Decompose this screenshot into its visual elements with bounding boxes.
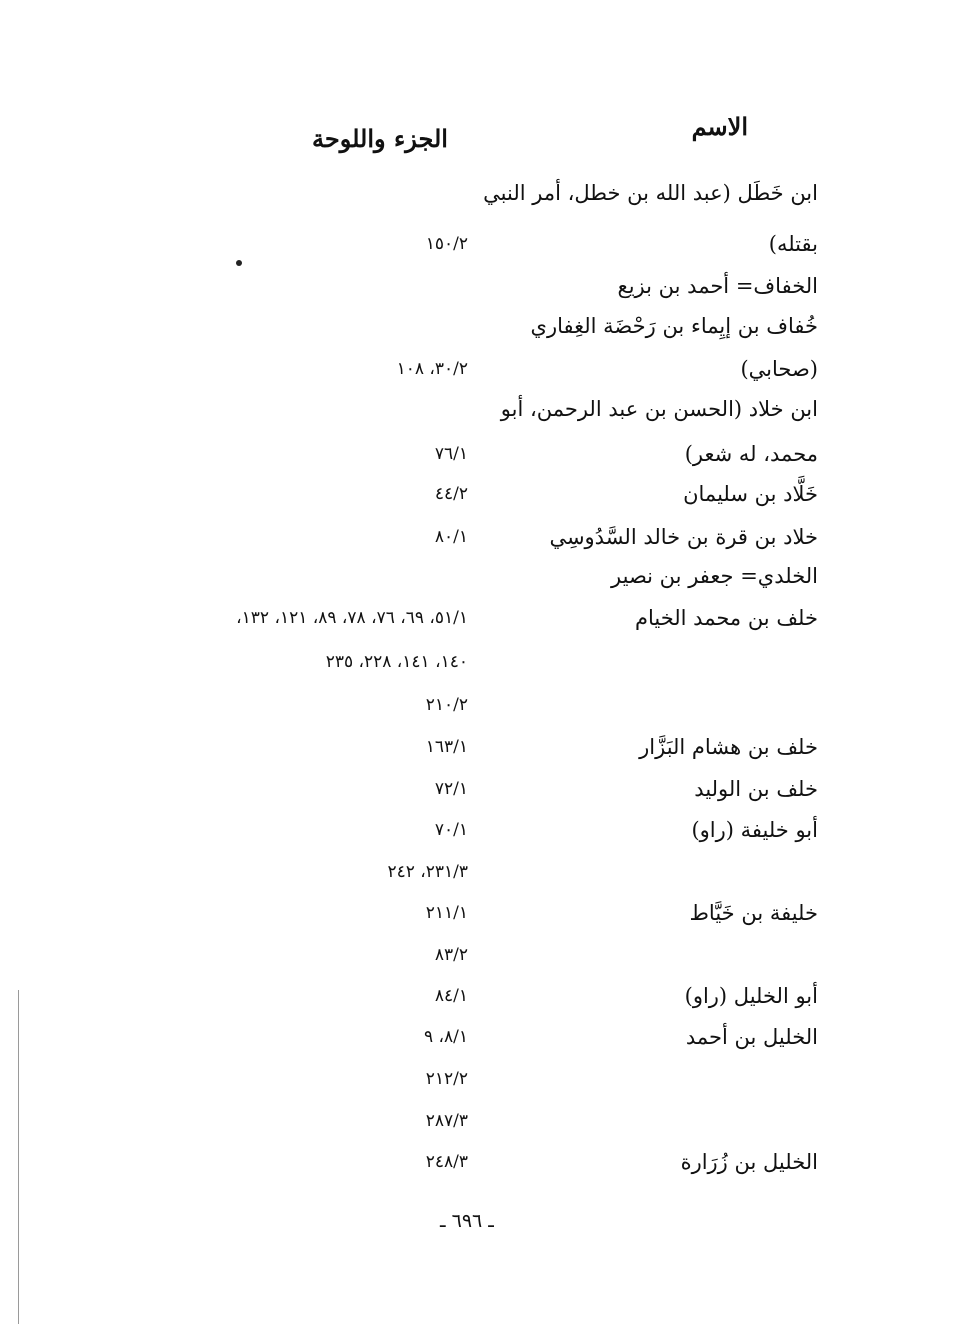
entry-reference: ٣٠/٢، ١٠٨: [396, 359, 468, 379]
index-row: [0, 684, 968, 726]
index-row: [0, 934, 968, 976]
index-row: [0, 433, 968, 475]
index-row: [0, 265, 968, 307]
index-row: [0, 305, 968, 347]
entry-reference: ٤٤/٢: [434, 484, 468, 504]
entry-reference: ٨٠/١: [434, 527, 468, 547]
index-row: [0, 892, 968, 934]
index-row: [0, 348, 968, 390]
index-row: [0, 768, 968, 810]
entry-name: أبو خليفة (راو): [691, 818, 818, 842]
entry-name: ابن خَطَل (عبد الله بن خطل، أمر النبي: [483, 181, 818, 205]
entry-reference: ٧٦/١: [434, 444, 468, 464]
index-row: [0, 555, 968, 597]
header-volume-plate: الجزء واللوحة: [312, 124, 448, 153]
entry-reference: ٢١١/١: [425, 903, 468, 923]
entry-name: الخليل بن زُرَارة: [680, 1150, 818, 1174]
index-row: [0, 809, 968, 851]
entry-name: محمد، له شعر): [684, 442, 818, 466]
entry-name: خَلَّاد بن سليمان: [683, 482, 818, 506]
entry-name: بقتله): [768, 232, 818, 256]
entry-reference: ٨٣/٢: [434, 945, 468, 965]
entry-reference: ١٤٠، ١٤١، ٢٢٨، ٢٣٥: [325, 652, 468, 672]
entry-reference: ٥١/١، ٦٩، ٧٦، ٧٨، ٨٩، ١٢١، ١٣٢،: [236, 608, 468, 628]
entry-reference: ٢١٢/٢: [425, 1069, 468, 1089]
entry-reference: ٢٤٨/٣: [425, 1152, 468, 1172]
index-row: [0, 388, 968, 430]
index-row: [0, 975, 968, 1017]
index-row: [0, 641, 968, 683]
entry-name: الخفاف= أحمد بن بزيع: [617, 274, 818, 298]
entry-name: (صحابي): [740, 357, 818, 381]
entry-reference: ٨/١، ٩: [423, 1027, 468, 1047]
entry-reference: ٢٣١/٣، ٢٤٢: [387, 862, 468, 882]
index-row: [0, 851, 968, 893]
entry-reference: ٧٠/١: [434, 820, 468, 840]
index-row: [0, 1058, 968, 1100]
entry-name: خلف بن الوليد: [694, 777, 818, 801]
entry-reference: ٧٢/١: [434, 779, 468, 799]
entry-name: خلف بن محمد الخيام: [634, 606, 818, 630]
entry-name: أبو الخليل (راو): [684, 984, 818, 1008]
entry-reference: ١٦٣/١: [425, 737, 468, 757]
entry-name: خلاد بن قرة بن خالد السَّدُوسِي: [549, 525, 818, 549]
entry-name: ابن خلاد (الحسن بن عبد الرحمن، أبو: [500, 397, 818, 421]
entry-name: الخلدي= جعفر بن نصير: [611, 564, 818, 588]
entry-reference: ٢٨٧/٣: [425, 1111, 468, 1131]
entry-reference: ١٥٠/٢: [425, 234, 468, 254]
index-row: [0, 516, 968, 558]
entry-name: خُفاف بن إيِماء بن رَحْضَة الغِفاري: [530, 314, 818, 338]
index-row: [0, 1100, 968, 1142]
entry-name: خلف بن هشام البَزَّار: [639, 735, 818, 759]
entry-name: خليفة بن خَيَّاط: [689, 901, 818, 925]
index-row: [0, 726, 968, 768]
entry-reference: ٨٤/١: [434, 986, 468, 1006]
header-name: الاسم: [691, 112, 748, 141]
entry-name: الخليل بن أحمد: [685, 1025, 818, 1049]
index-row: [0, 1141, 968, 1183]
entry-reference: ٢١٠/٢: [425, 695, 468, 715]
index-row: [0, 597, 968, 639]
page-number: ـ ٦٩٦ ـ: [440, 1210, 494, 1232]
index-row: [0, 223, 968, 265]
index-row: [0, 172, 968, 214]
index-row: [0, 473, 968, 515]
index-row: [0, 1016, 968, 1058]
